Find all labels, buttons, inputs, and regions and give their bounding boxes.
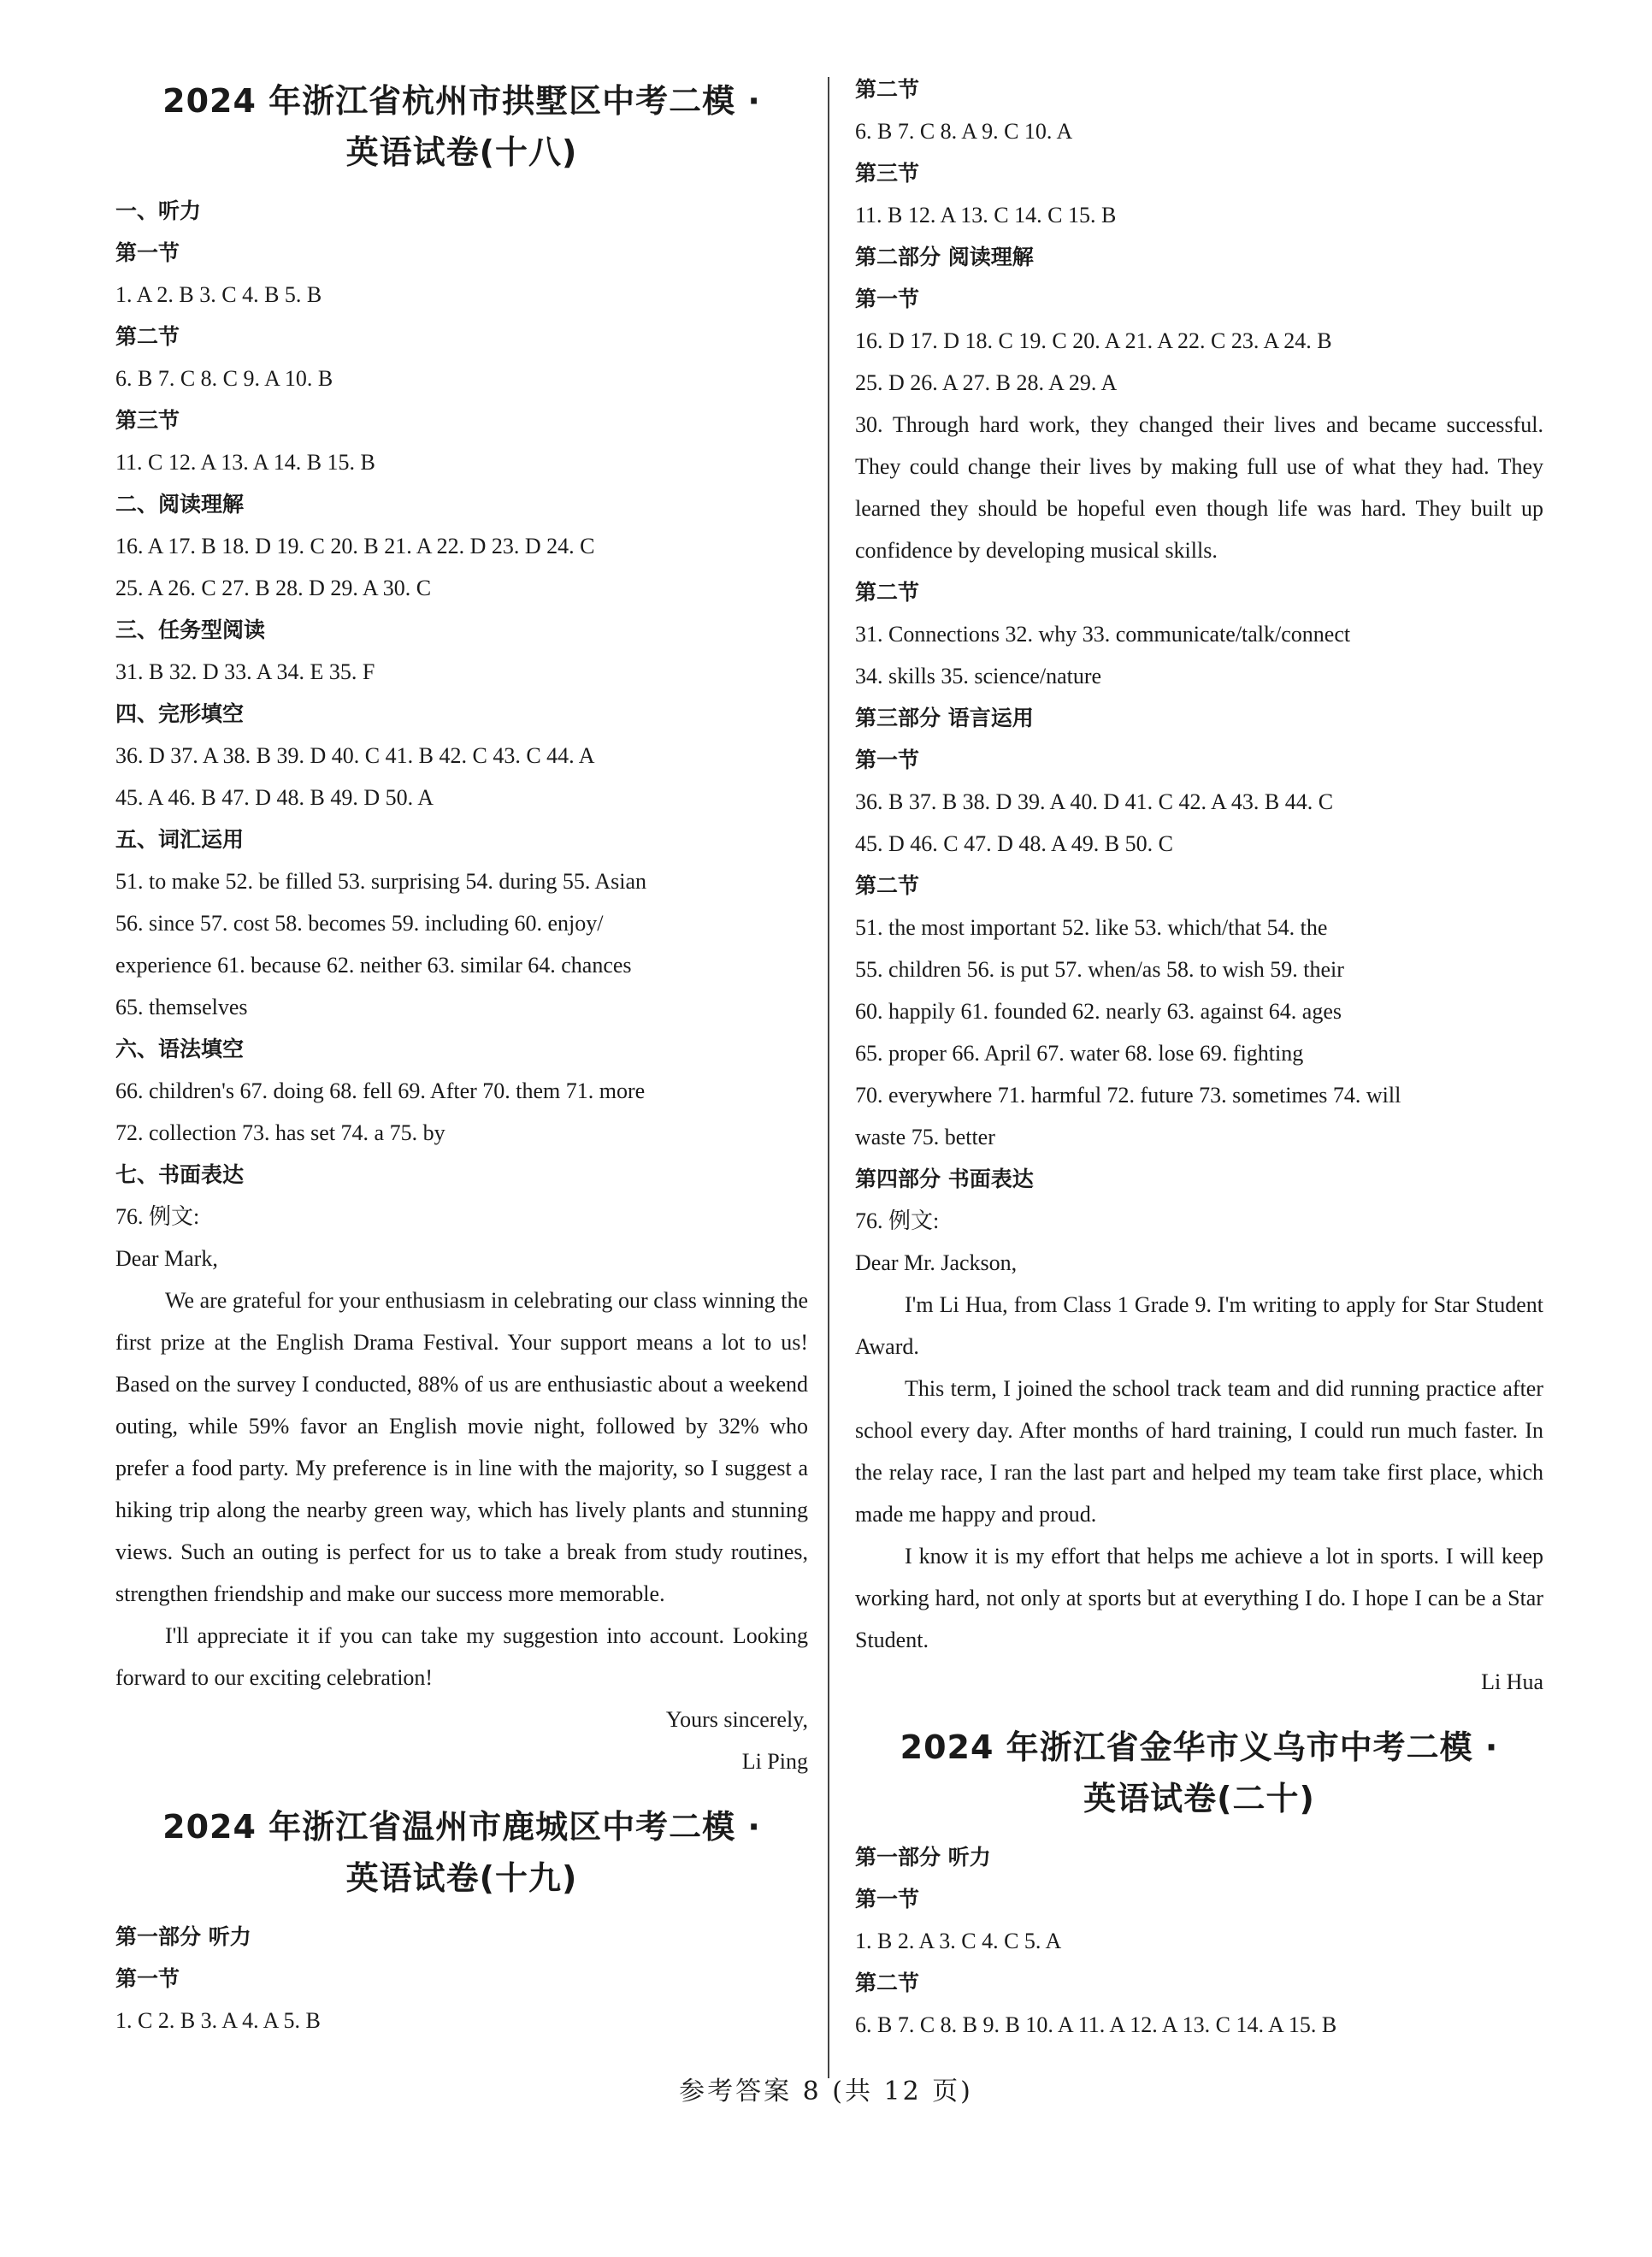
section-heading: 七、书面表达 <box>115 1162 245 1187</box>
exam-title-19-line2: 英语试卷(十九) <box>345 1859 578 1897</box>
right-column <box>855 68 1543 2046</box>
part-heading: 第一部分 听力 <box>115 1924 251 1949</box>
answer-row: 36. D 37. A 38. B 39. D 40. C 41. B 42. C 43. C 44. A <box>115 743 595 768</box>
exam-title-20-line2: 英语试卷(二十) <box>1083 1780 1315 1817</box>
subsection-heading: 第一节 <box>115 1966 180 1991</box>
section-heading: 四、完形填空 <box>115 701 245 726</box>
answer-row: 1. C 2. B 3. A 4. A 5. B <box>115 2008 321 2033</box>
answer-row: 72. collection 73. has set 74. a 75. by <box>115 1120 445 1145</box>
answer-row: 36. B 37. B 38. D 39. A 40. D 41. C 42. A 43. B 44. C <box>855 789 1334 814</box>
section-heading: 六、语法填空 <box>115 1037 245 1061</box>
answer-row: 1. B 2. A 3. C 4. C 5. A <box>855 1929 1062 1953</box>
essay-paragraph: This term, I joined the school track team and did running practice after school every day. After months of hard training, I could run much faster. In the relay race, I ran the last part and helped my team take first place, which made me happy and proud. <box>855 1376 1543 1527</box>
answer-row: 66. children's 67. doing 68. fell 69. After 70. them 71. more <box>115 1078 646 1103</box>
answer-row: 56. since 57. cost 58. becomes 59. including 60. enjoy/ <box>115 911 604 936</box>
answer-row: 25. A 26. C 27. B 28. D 29. A 30. C <box>115 576 432 600</box>
sample-essay-label: 76. 例文: <box>855 1208 940 1233</box>
page-footer: 参考答案 8 (共 12 页) <box>679 2077 973 2106</box>
subsection-heading: 第三节 <box>855 161 920 186</box>
exam-title-19 <box>115 1801 808 1904</box>
answer-row: 45. D 46. C 47. D 48. A 49. B 50. C <box>855 831 1173 856</box>
section-heading: 五、词汇运用 <box>115 827 245 852</box>
exam-title-18 <box>115 75 808 178</box>
answer-row: 51. the most important 52. like 53. which/that 54. the <box>855 915 1328 940</box>
answer-row: 31. B 32. D 33. A 34. E 35. F <box>115 659 375 684</box>
answer-row: waste 75. better <box>855 1125 995 1149</box>
left-column <box>115 68 808 2041</box>
essay-greeting: Dear Mr. Jackson, <box>855 1250 1018 1275</box>
subsection-heading: 第一节 <box>855 747 920 772</box>
essay-closing: Yours sincerely, <box>665 1707 808 1732</box>
essay-signature: Li Hua <box>1481 1669 1543 1694</box>
section-heading: 三、任务型阅读 <box>115 617 266 642</box>
subsection-heading: 第一节 <box>855 287 920 311</box>
answer-row: 25. D 26. A 27. B 28. A 29. A <box>855 370 1118 395</box>
answer-row: 65. themselves <box>115 995 248 1019</box>
essay-paragraph: I know it is my effort that helps me achieve a lot in sports. I will keep working hard, not only at sports but at everything I do. I hope I can be a Star Student. <box>855 1544 1543 1652</box>
essay-paragraph: We are grateful for your enthusiasm in celebrating our class winning the first prize at the English Drama Festival. Your support means a lot to us! Based on the survey I conducted, 88% of us are enthusiastic about a weekend outing, while 59% favor an English movie night, followed by 32% who prefer a food party. My preference is in line with the majority, so I suggest a hiking trip along the nearby green way, which has lively plants and stunning views. Such an outing is perfect for us to take a break from study routines, strengthen friendship and make our success more memorable. <box>115 1288 808 1606</box>
essay-greeting: Dear Mark, <box>115 1246 218 1271</box>
subsection-heading: 第二节 <box>855 580 920 605</box>
exam-title-18-line2: 英语试卷(十八) <box>345 133 578 171</box>
answer-row: 16. A 17. B 18. D 19. C 20. B 21. A 22. D 23. D 24. C <box>115 534 595 558</box>
subsection-heading: 第二节 <box>855 77 920 102</box>
subsection-heading: 第二节 <box>855 873 920 898</box>
subsection-heading: 第三节 <box>115 408 180 433</box>
answer-row: 6. B 7. C 8. B 9. B 10. A 11. A 12. A 13. C 14. A 15. B <box>855 2012 1337 2037</box>
answer-row: 31. Connections 32. why 33. communicate/talk/connect <box>855 622 1351 647</box>
answer-paragraph: 30. Through hard work, they changed their lives and became successful. They could change their lives by making full use of what they had. They learned they should be hopeful even though life was hard. They built up confidence by developing musical skills. <box>855 412 1543 563</box>
sample-essay-label: 76. 例文: <box>115 1204 200 1229</box>
exam-title-20-line1: 2024 年浙江省金华市义乌市中考二模 · <box>900 1728 1499 1766</box>
answer-row: 65. proper 66. April 67. water 68. lose 69. fighting <box>855 1041 1304 1066</box>
answer-row: experience 61. because 62. neither 63. similar 64. chances <box>115 953 632 978</box>
essay-signature: Li Ping <box>741 1749 808 1774</box>
exam-title-18-line1: 2024 年浙江省杭州市拱墅区中考二模 · <box>162 82 761 120</box>
section-heading: 一、听力 <box>115 198 202 223</box>
answer-row: 51. to make 52. be filled 53. surprising 54. during 55. Asian <box>115 869 647 894</box>
part-heading: 第三部分 语言运用 <box>855 706 1034 730</box>
answer-row: 45. A 46. B 47. D 48. B 49. D 50. A <box>115 785 434 810</box>
answer-row: 1. A 2. B 3. C 4. B 5. B <box>115 282 322 307</box>
exam-title-19-line1: 2024 年浙江省温州市鹿城区中考二模 · <box>162 1808 761 1846</box>
essay-paragraph: I'm Li Hua, from Class 1 Grade 9. I'm writing to apply for Star Student Award. <box>855 1292 1543 1359</box>
exam-title-20 <box>855 1722 1543 1824</box>
subsection-heading: 第二节 <box>115 324 180 349</box>
answer-row: 6. B 7. C 8. A 9. C 10. A <box>855 119 1073 144</box>
subsection-heading: 第一节 <box>115 240 180 265</box>
subsection-heading: 第二节 <box>855 1970 920 1995</box>
answer-row: 11. C 12. A 13. A 14. B 15. B <box>115 450 375 475</box>
part-heading: 第二部分 阅读理解 <box>855 245 1034 269</box>
subsection-heading: 第一节 <box>855 1887 920 1911</box>
answer-row: 11. B 12. A 13. C 14. C 15. B <box>855 203 1117 227</box>
answer-row: 6. B 7. C 8. C 9. A 10. B <box>115 366 333 391</box>
answer-row: 60. happily 61. founded 62. nearly 63. against 64. ages <box>855 999 1342 1024</box>
answer-row: 55. children 56. is put 57. when/as 58. to wish 59. their <box>855 957 1344 982</box>
answer-row: 34. skills 35. science/nature <box>855 664 1102 688</box>
answer-row: 16. D 17. D 18. C 19. C 20. A 21. A 22. C 23. A 24. B <box>855 328 1332 353</box>
part-heading: 第四部分 书面表达 <box>855 1167 1034 1191</box>
column-divider <box>828 77 829 2078</box>
answer-row: 70. everywhere 71. harmful 72. future 73. sometimes 74. will <box>855 1083 1401 1108</box>
part-heading: 第一部分 听力 <box>855 1845 991 1870</box>
section-heading: 二、阅读理解 <box>115 492 245 517</box>
essay-paragraph: I'll appreciate it if you can take my suggestion into account. Looking forward to our exciting celebration! <box>115 1623 808 1690</box>
